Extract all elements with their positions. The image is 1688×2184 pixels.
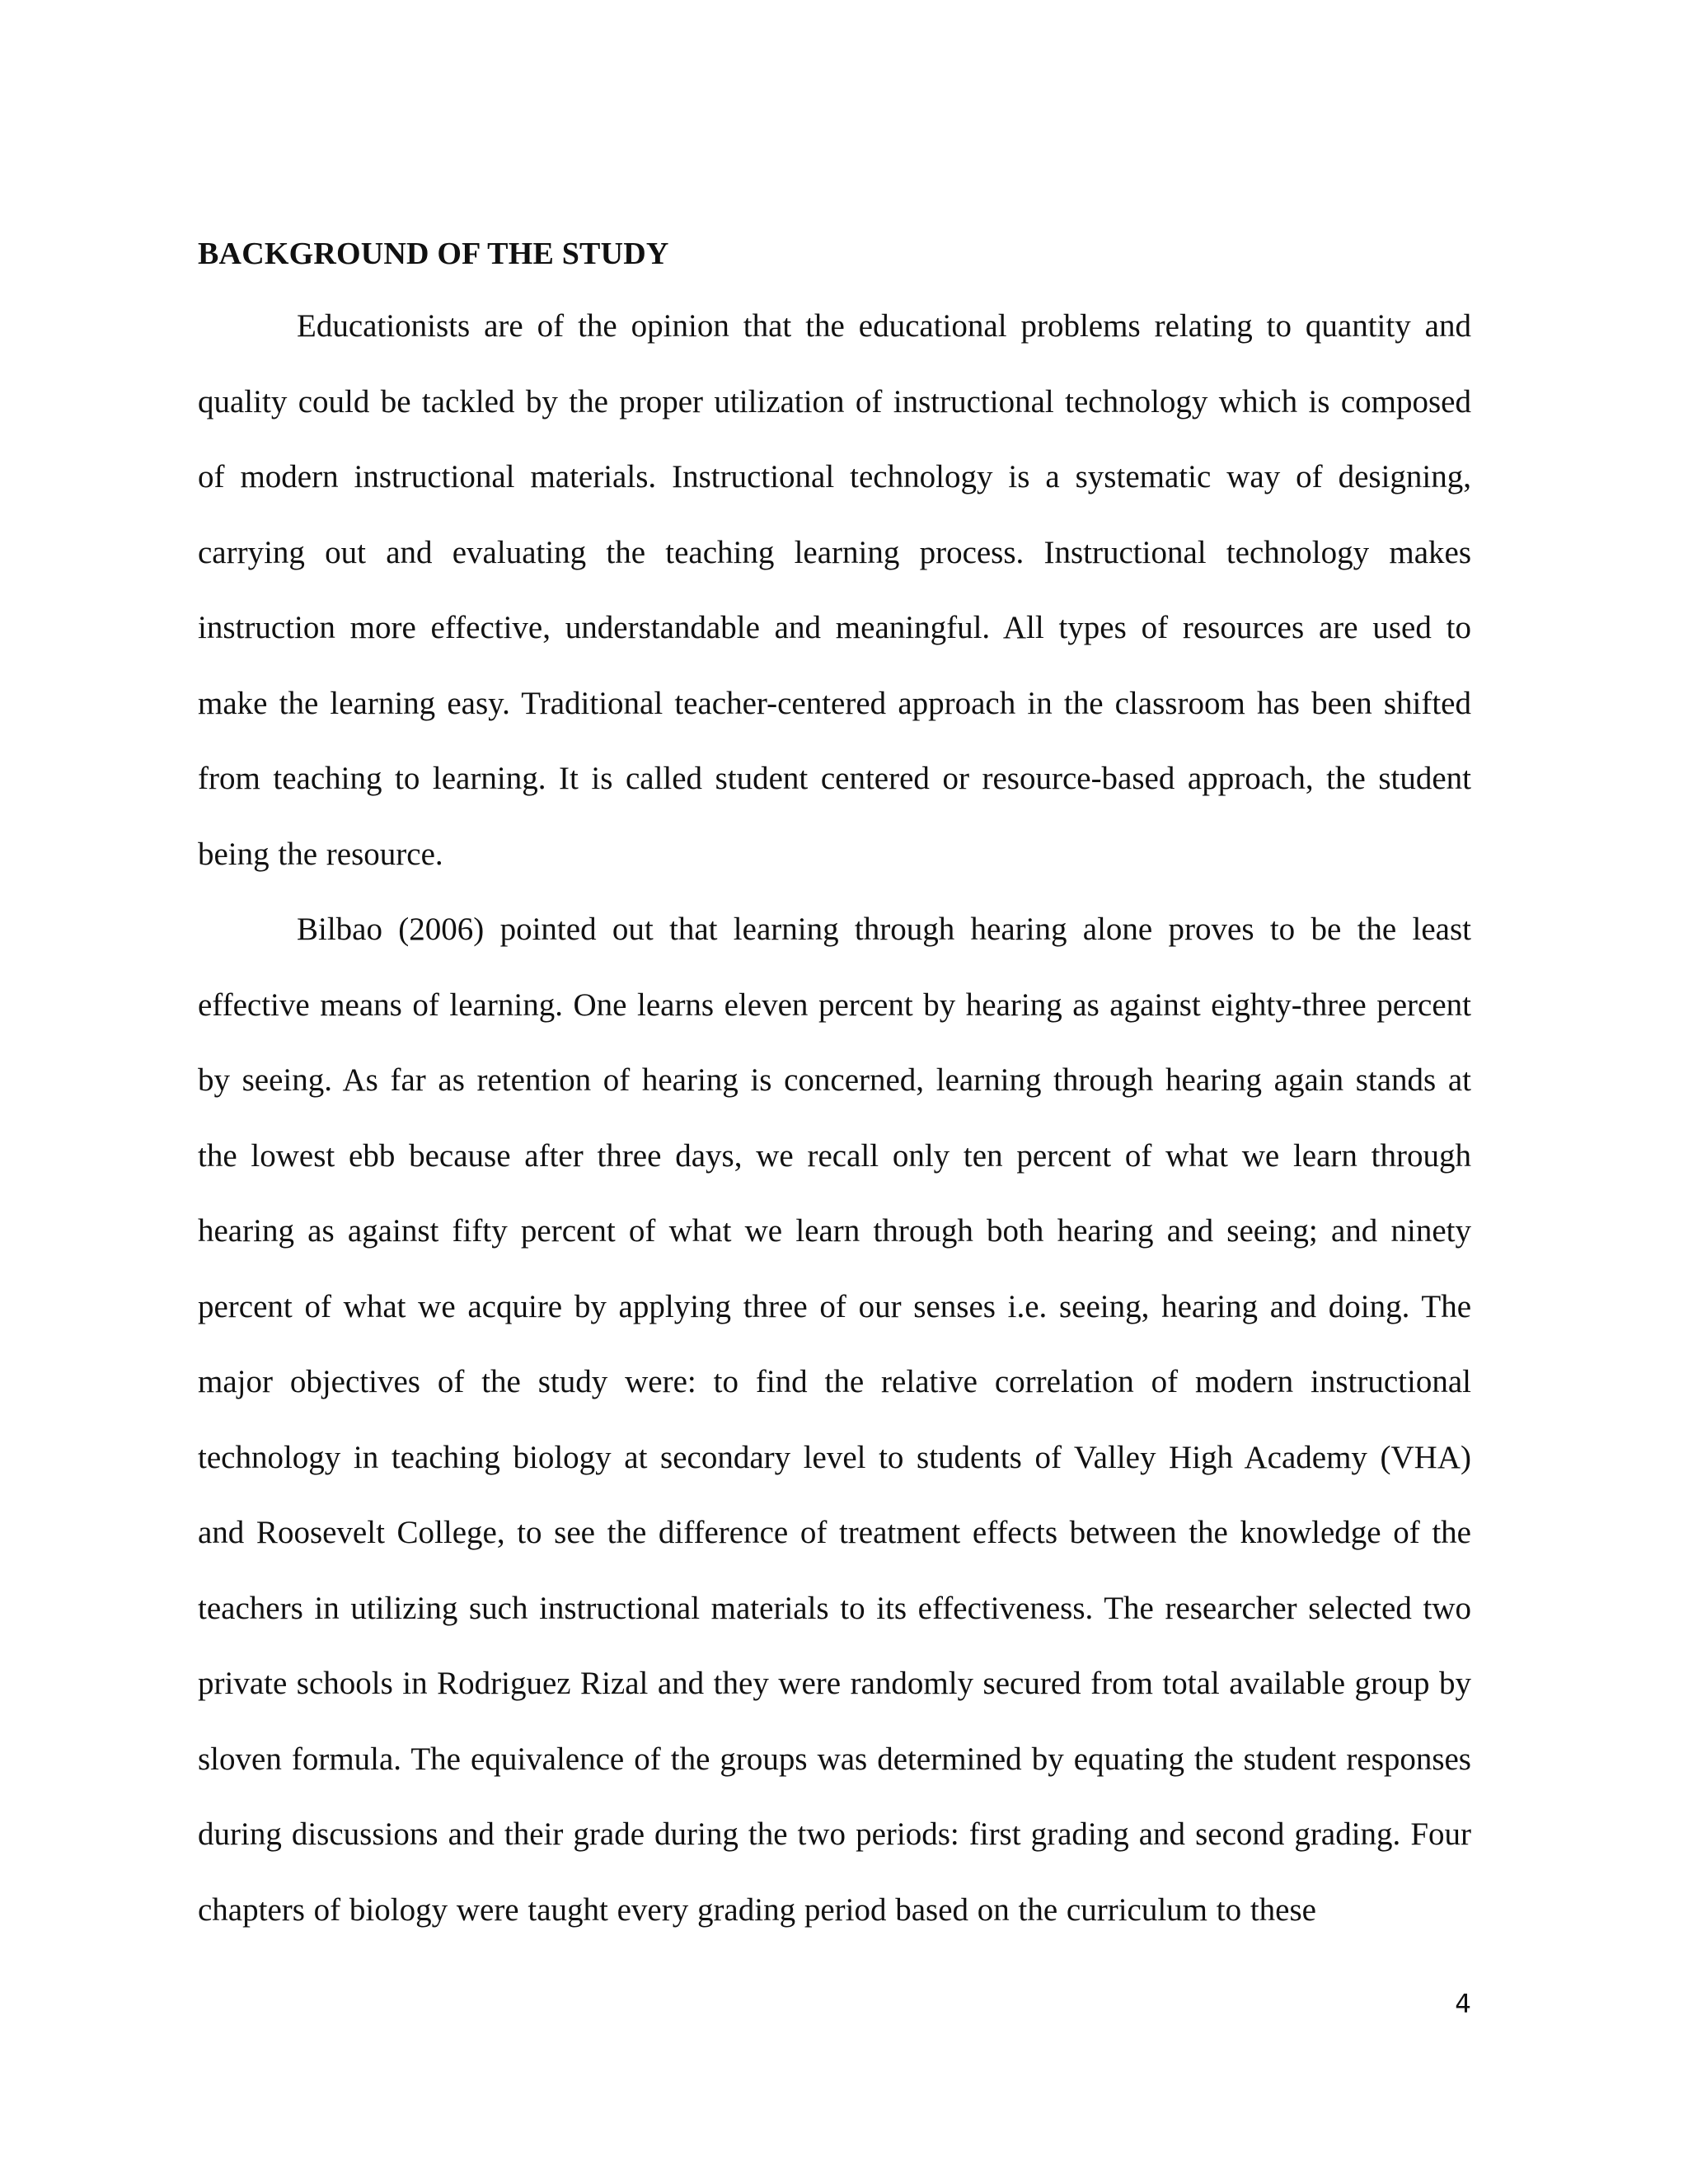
document-body (198, 231, 1471, 1947)
paragraph-1: Educationists are of the opinion that the educational problems relating to quantity and quality could be tackled by the proper utilization of instructional technology which is composed of modern instructional materials. Instructional technology is a systematic way of designing, carrying out and evaluating the teaching learning process. Instructional technology makes instruction more effective, understandable and meaningful. All types of resources are used to make the learning easy. Traditional teacher-centered approach in the classroom has been shifted from teaching to learning. It is called student centered or resource-based approach, the student being the resource. (198, 308, 1471, 872)
page-number: 4 (1455, 1990, 1471, 2019)
section-heading: BACKGROUND OF THE STUDY (198, 237, 669, 271)
paragraph-2: Bilbao (2006) pointed out that learning through hearing alone proves to be the least effective means of learning. One learns eleven percent by hearing as against eighty-three percent by seeing. As far as retention of hearing is concerned, learning through hearing again stands at the lowest ebb because after three days, we recall only ten percent of what we learn through hearing as against fifty percent of what we learn through both hearing and seeing; and ninety percent of what we acquire by applying three of our senses i.e. seeing, hearing and doing. The major objectives of the study were: to find the relative correlation of modern instructional technology in teaching biology at secondary level to students of Valley High Academy (VHA) and Roosevelt College, to see the difference of treatment effects between the knowledge of the teachers in utilizing such instructional materials to its effectiveness. The researcher selected two private schools in Rodriguez Rizal and they were randomly secured from total available group by sloven formula. The equivalence of the groups was determined by equating the student responses during discussions and their grade during the two periods: first grading and second grading. Four chapters of biology were taught every grading period based on the curriculum to these (198, 912, 1471, 1928)
